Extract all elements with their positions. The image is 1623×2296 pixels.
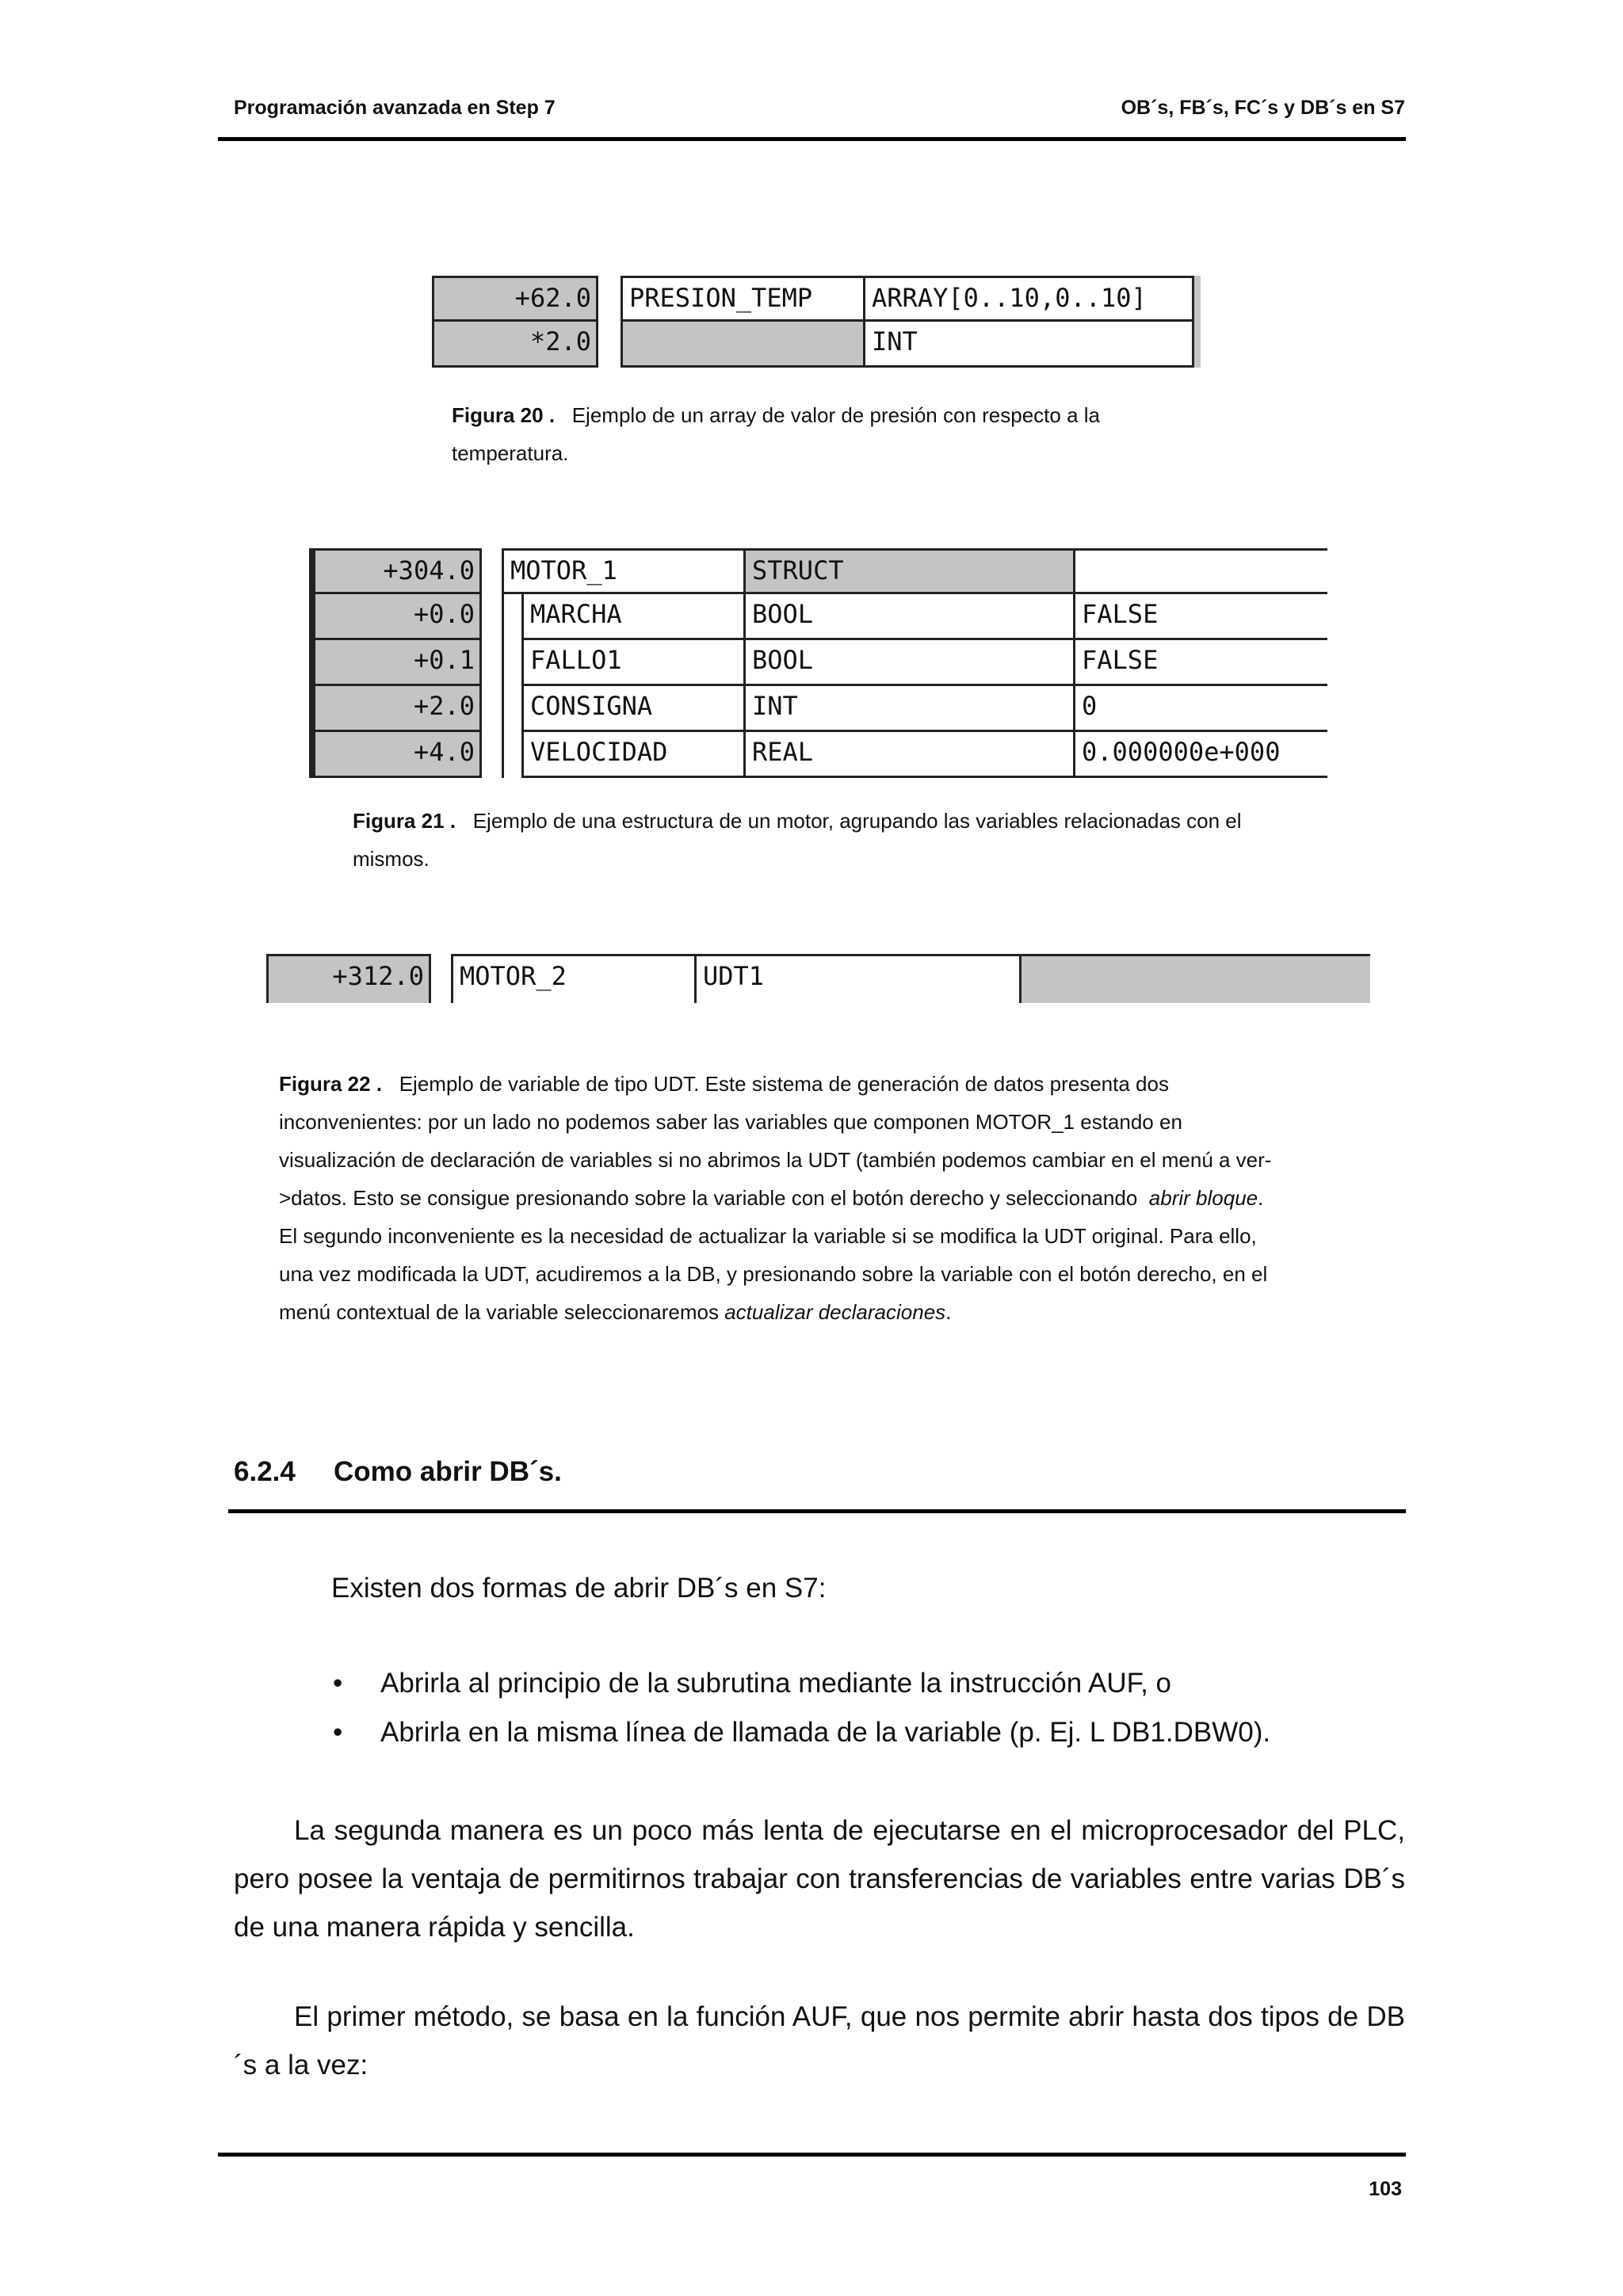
fig22-addr: +312.0 <box>266 954 431 1003</box>
fig22-caption-line1: Ejemplo de variable de tipo UDT. Este sistema de generación de datos presenta dos <box>399 1072 1169 1096</box>
header-left-title: Programación avanzada en Step 7 <box>234 97 556 119</box>
fig21-row3-addr: +2.0 <box>309 686 482 732</box>
fig21-caption-line1: Ejemplo de una estructura de un motor, agrupando las variables relacionadas con el <box>472 809 1242 833</box>
fig20-name-1: PRESION_TEMP <box>621 276 865 322</box>
section-heading <box>234 1456 562 1488</box>
fig20-type-1: ARRAY[0..10,0..10] <box>865 276 1194 322</box>
fig21-row1-type: BOOL <box>746 594 1075 640</box>
fig21-row2-addr: +0.1 <box>309 640 482 686</box>
fig21-header-addr: +304.0 <box>309 548 482 594</box>
fig21-row4-type: REAL <box>746 732 1075 778</box>
section-number: 6.2.4 <box>234 1456 296 1487</box>
fig22-caption-line3: visualización de declaración de variables si no abrimos la UDT (también podemos cambiar en el menú a ver- <box>279 1148 1272 1172</box>
fig21-row4-indent <box>502 732 521 778</box>
fig21-row2-name: FALLO1 <box>521 640 746 686</box>
fig20-type-2: INT <box>865 322 1194 368</box>
fig22-init <box>1022 954 1370 1003</box>
fig21-row3-indent <box>502 686 521 732</box>
fig22-caption-line2: inconvenientes: por un lado no podemos saber las variables que componen MOTOR_1 estando en <box>279 1110 1182 1134</box>
section-rule <box>228 1509 1406 1513</box>
fig20-caption-line2: temperatura. <box>452 441 569 465</box>
fig21-row1-addr: +0.0 <box>309 594 482 640</box>
fig22-italic1-after: . <box>1258 1186 1264 1210</box>
figure-21-caption <box>353 802 1335 878</box>
fig21-row3-type: INT <box>746 686 1075 732</box>
bullet-text-1: Abrirla al principio de la subrutina mediante la instrucción AUF, o <box>380 1668 1172 1699</box>
fig21-caption-label: Figura 21 . <box>353 809 456 833</box>
fig21-header-type: STRUCT <box>746 548 1075 594</box>
fig22-italic2-after: . <box>945 1300 952 1324</box>
fig20-addr-2: *2.0 <box>432 322 598 368</box>
fig22-italic-abrir-bloque: abrir bloque <box>1148 1186 1258 1210</box>
fig22-italic-actualizar: actualizar declaraciones <box>724 1300 946 1324</box>
fig21-row1-name: MARCHA <box>521 594 746 640</box>
fig20-edge-2 <box>1194 322 1201 368</box>
footer-rule <box>218 2153 1406 2157</box>
section-title: Como abrir DB´s. <box>334 1456 562 1487</box>
fig20-addr-1: +62.0 <box>432 276 598 322</box>
fig22-type: UDT1 <box>697 954 1022 1003</box>
header-rule <box>218 137 1406 141</box>
fig21-row1-init: FALSE <box>1075 594 1327 640</box>
fig21-row4-addr: +4.0 <box>309 732 482 778</box>
fig22-caption-line6: una vez modificada la UDT, acudiremos a la DB, y presionando sobre la variable con el botón derecho, en el <box>279 1262 1268 1286</box>
paragraph-2: El primer método, se basa en la función AUF, que nos permite abrir hasta dos tipos de DB´s a la vez: <box>234 2001 1405 2081</box>
fig21-row4-init: 0.000000e+000 <box>1075 732 1327 778</box>
fig21-header-init <box>1075 548 1327 594</box>
fig21-row1-indent <box>502 594 521 640</box>
figure-22-caption <box>279 1065 1346 1331</box>
figure-20-screenshot <box>432 276 1201 375</box>
fig22-caption-line5: El segundo inconveniente es la necesidad de actualizar la variable si se modifica la UDT original. Para ello, <box>279 1224 1257 1248</box>
fig21-row3-name: CONSIGNA <box>521 686 746 732</box>
page-number: 103 <box>1369 2178 1402 2200</box>
fig22-caption-line4: >datos. Esto se consigue presionando sobre la variable con el botón derecho y seleccionando <box>279 1186 1138 1210</box>
bullet-text-2: Abrirla en la misma línea de llamada de la variable (p. Ej. L DB1.DBW0). <box>380 1717 1271 1748</box>
bullet-dot: • <box>333 1717 343 1748</box>
fig21-row2-indent <box>502 640 521 686</box>
intro-text: Existen dos formas de abrir DB´s en S7: <box>331 1573 827 1604</box>
fig21-row4-name: VELOCIDAD <box>521 732 746 778</box>
paragraph-1: La segunda manera es un poco más lenta de ejecutarse en el microprocesador del PLC, pero posee la ventaja de permitirnos trabajar con transferencias de variables entre varias DB´s de una manera rápida y sencilla. <box>234 1815 1405 1943</box>
figure-20-caption <box>452 396 1184 472</box>
fig20-edge-1 <box>1194 276 1201 322</box>
fig21-caption-line2: mismos. <box>353 847 430 871</box>
fig21-row2-init: FALSE <box>1075 640 1327 686</box>
fig21-row2-type: BOOL <box>746 640 1075 686</box>
bullet-item-1 <box>333 1668 1171 1699</box>
figure-22-screenshot <box>266 954 1370 1005</box>
fig20-caption-line1: Ejemplo de un array de valor de presión con respecto a la <box>571 403 1100 427</box>
header-right-title: OB´s, FB´s, FC´s y DB´s en S7 <box>1121 97 1405 119</box>
fig21-header-name: MOTOR_1 <box>502 548 746 594</box>
fig22-name: MOTOR_2 <box>451 954 697 1003</box>
fig21-row3-init: 0 <box>1075 686 1327 732</box>
fig22-caption-label: Figura 22 . <box>279 1072 383 1096</box>
fig20-caption-label: Figura 20 . <box>452 403 556 427</box>
bullet-dot: • <box>333 1668 343 1699</box>
figure-21-screenshot <box>309 548 1327 780</box>
bullet-item-2 <box>333 1717 1270 1749</box>
fig22-caption-line7: menú contextual de la variable seleccionaremos <box>279 1300 719 1324</box>
fig20-name-2 <box>621 322 865 368</box>
